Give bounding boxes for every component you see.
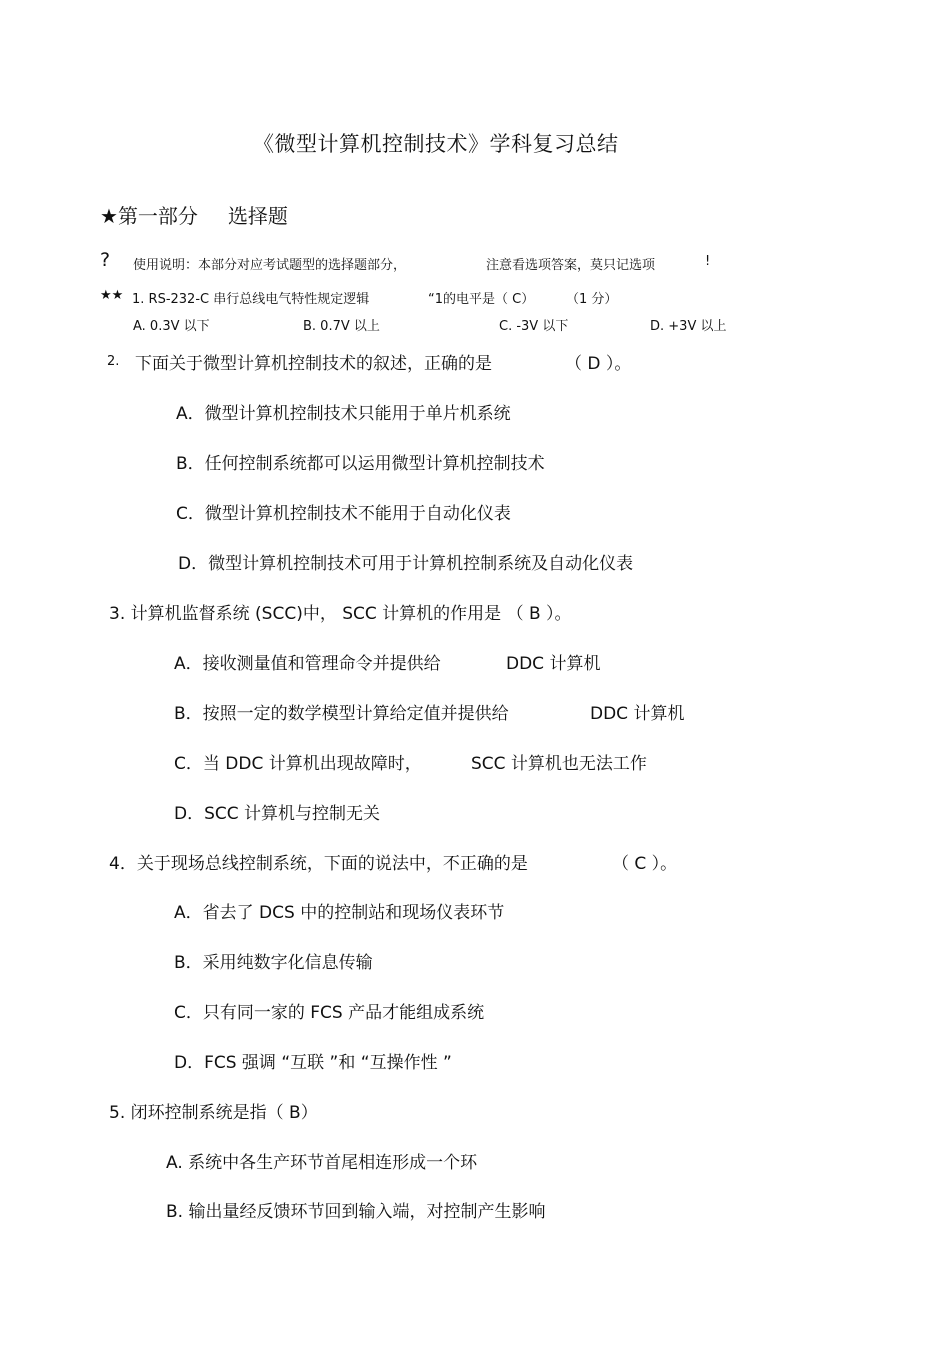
q3-option-d: D．SCC 计算机与控制无关 — [174, 804, 381, 824]
usage-note-part-2: 注意看选项答案，莫只记选项 — [486, 258, 656, 273]
q3-option-c-tail: SCC 计算机也无法工作 — [471, 754, 647, 774]
usage-note-part-3: ! — [705, 254, 711, 269]
section-heading — [100, 200, 288, 229]
q1-option-a: A. 0.3V 以下 — [133, 319, 210, 334]
q5-option-b: B. 输出量经反馈环节回到输入端，对控制产生影响 — [166, 1202, 546, 1222]
q4-option-c: C．只有同一家的 FCS 产品才能组成系统 — [174, 1003, 485, 1023]
usage-note-part-1: 使用说明：本部分对应考试题型的选择题部分， — [133, 258, 407, 273]
q1-stem-part-1: 1. RS-232-C 串行总线电气特性规定逻辑 — [132, 292, 370, 307]
q1-option-d: D. +3V 以上 — [650, 319, 727, 334]
q2-answer: （ D ）。 — [565, 354, 632, 374]
q4-option-b: B．采用纯数字化信息传输 — [174, 953, 373, 973]
q1-score: （1 分） — [566, 292, 618, 307]
page-title: 《微型计算机控制技术》学科复习总结 — [253, 132, 619, 156]
q1-stem-part-2: “1的电平是（ C） — [428, 292, 535, 307]
q2-stem: 下面关于微型计算机控制技术的叙述，正确的是 — [135, 354, 492, 374]
q2-option-b: B．任何控制系统都可以运用微型计算机控制技术 — [176, 454, 545, 474]
q2-number: 2. — [107, 354, 120, 369]
q1-option-c: C. -3V 以下 — [499, 319, 569, 334]
q5-option-a: A. 系统中各生产环节首尾相连形成一个环 — [166, 1153, 478, 1173]
q3-option-a: A．接收测量值和管理命令并提供给 — [174, 654, 441, 674]
q3-option-a-tail: DDC 计算机 — [506, 654, 601, 674]
q3-option-b-tail: DDC 计算机 — [590, 704, 685, 724]
q4-option-a: A．省去了 DCS 中的控制站和现场仪表环节 — [174, 903, 505, 923]
section-part: 第一部分 — [117, 204, 198, 228]
q4-stem: 4．关于现场总线控制系统，下面的说法中，不正确的是 — [109, 854, 528, 874]
q3-option-b: B．按照一定的数学模型计算给定值并提供给 — [174, 704, 509, 724]
q2-option-c: C．微型计算机控制技术不能用于自动化仪表 — [176, 504, 511, 524]
star-icon: ★ — [100, 204, 118, 228]
q4-option-d: D．FCS 强调 “互联 ”和 “互操作性 ” — [174, 1053, 452, 1073]
q5-stem: 5. 闭环控制系统是指（ B） — [109, 1103, 318, 1123]
q2-option-a: A．微型计算机控制技术只能用于单片机系统 — [176, 404, 511, 424]
q1-stars: ★★ — [100, 288, 124, 303]
section-name: 选择题 — [227, 204, 288, 228]
q2-option-d: D．微型计算机控制技术可用于计算机控制系统及自动化仪表 — [178, 554, 634, 574]
q3-option-c: C．当 DDC 计算机出现故障时， — [174, 754, 422, 774]
question-mark-icon: ? — [100, 249, 111, 271]
q1-option-b: B. 0.7V 以上 — [303, 319, 380, 334]
q4-answer: （ C ）。 — [612, 854, 678, 874]
q3-stem: 3. 计算机监督系统 (SCC)中， SCC 计算机的作用是 （ B ）。 — [109, 604, 572, 624]
